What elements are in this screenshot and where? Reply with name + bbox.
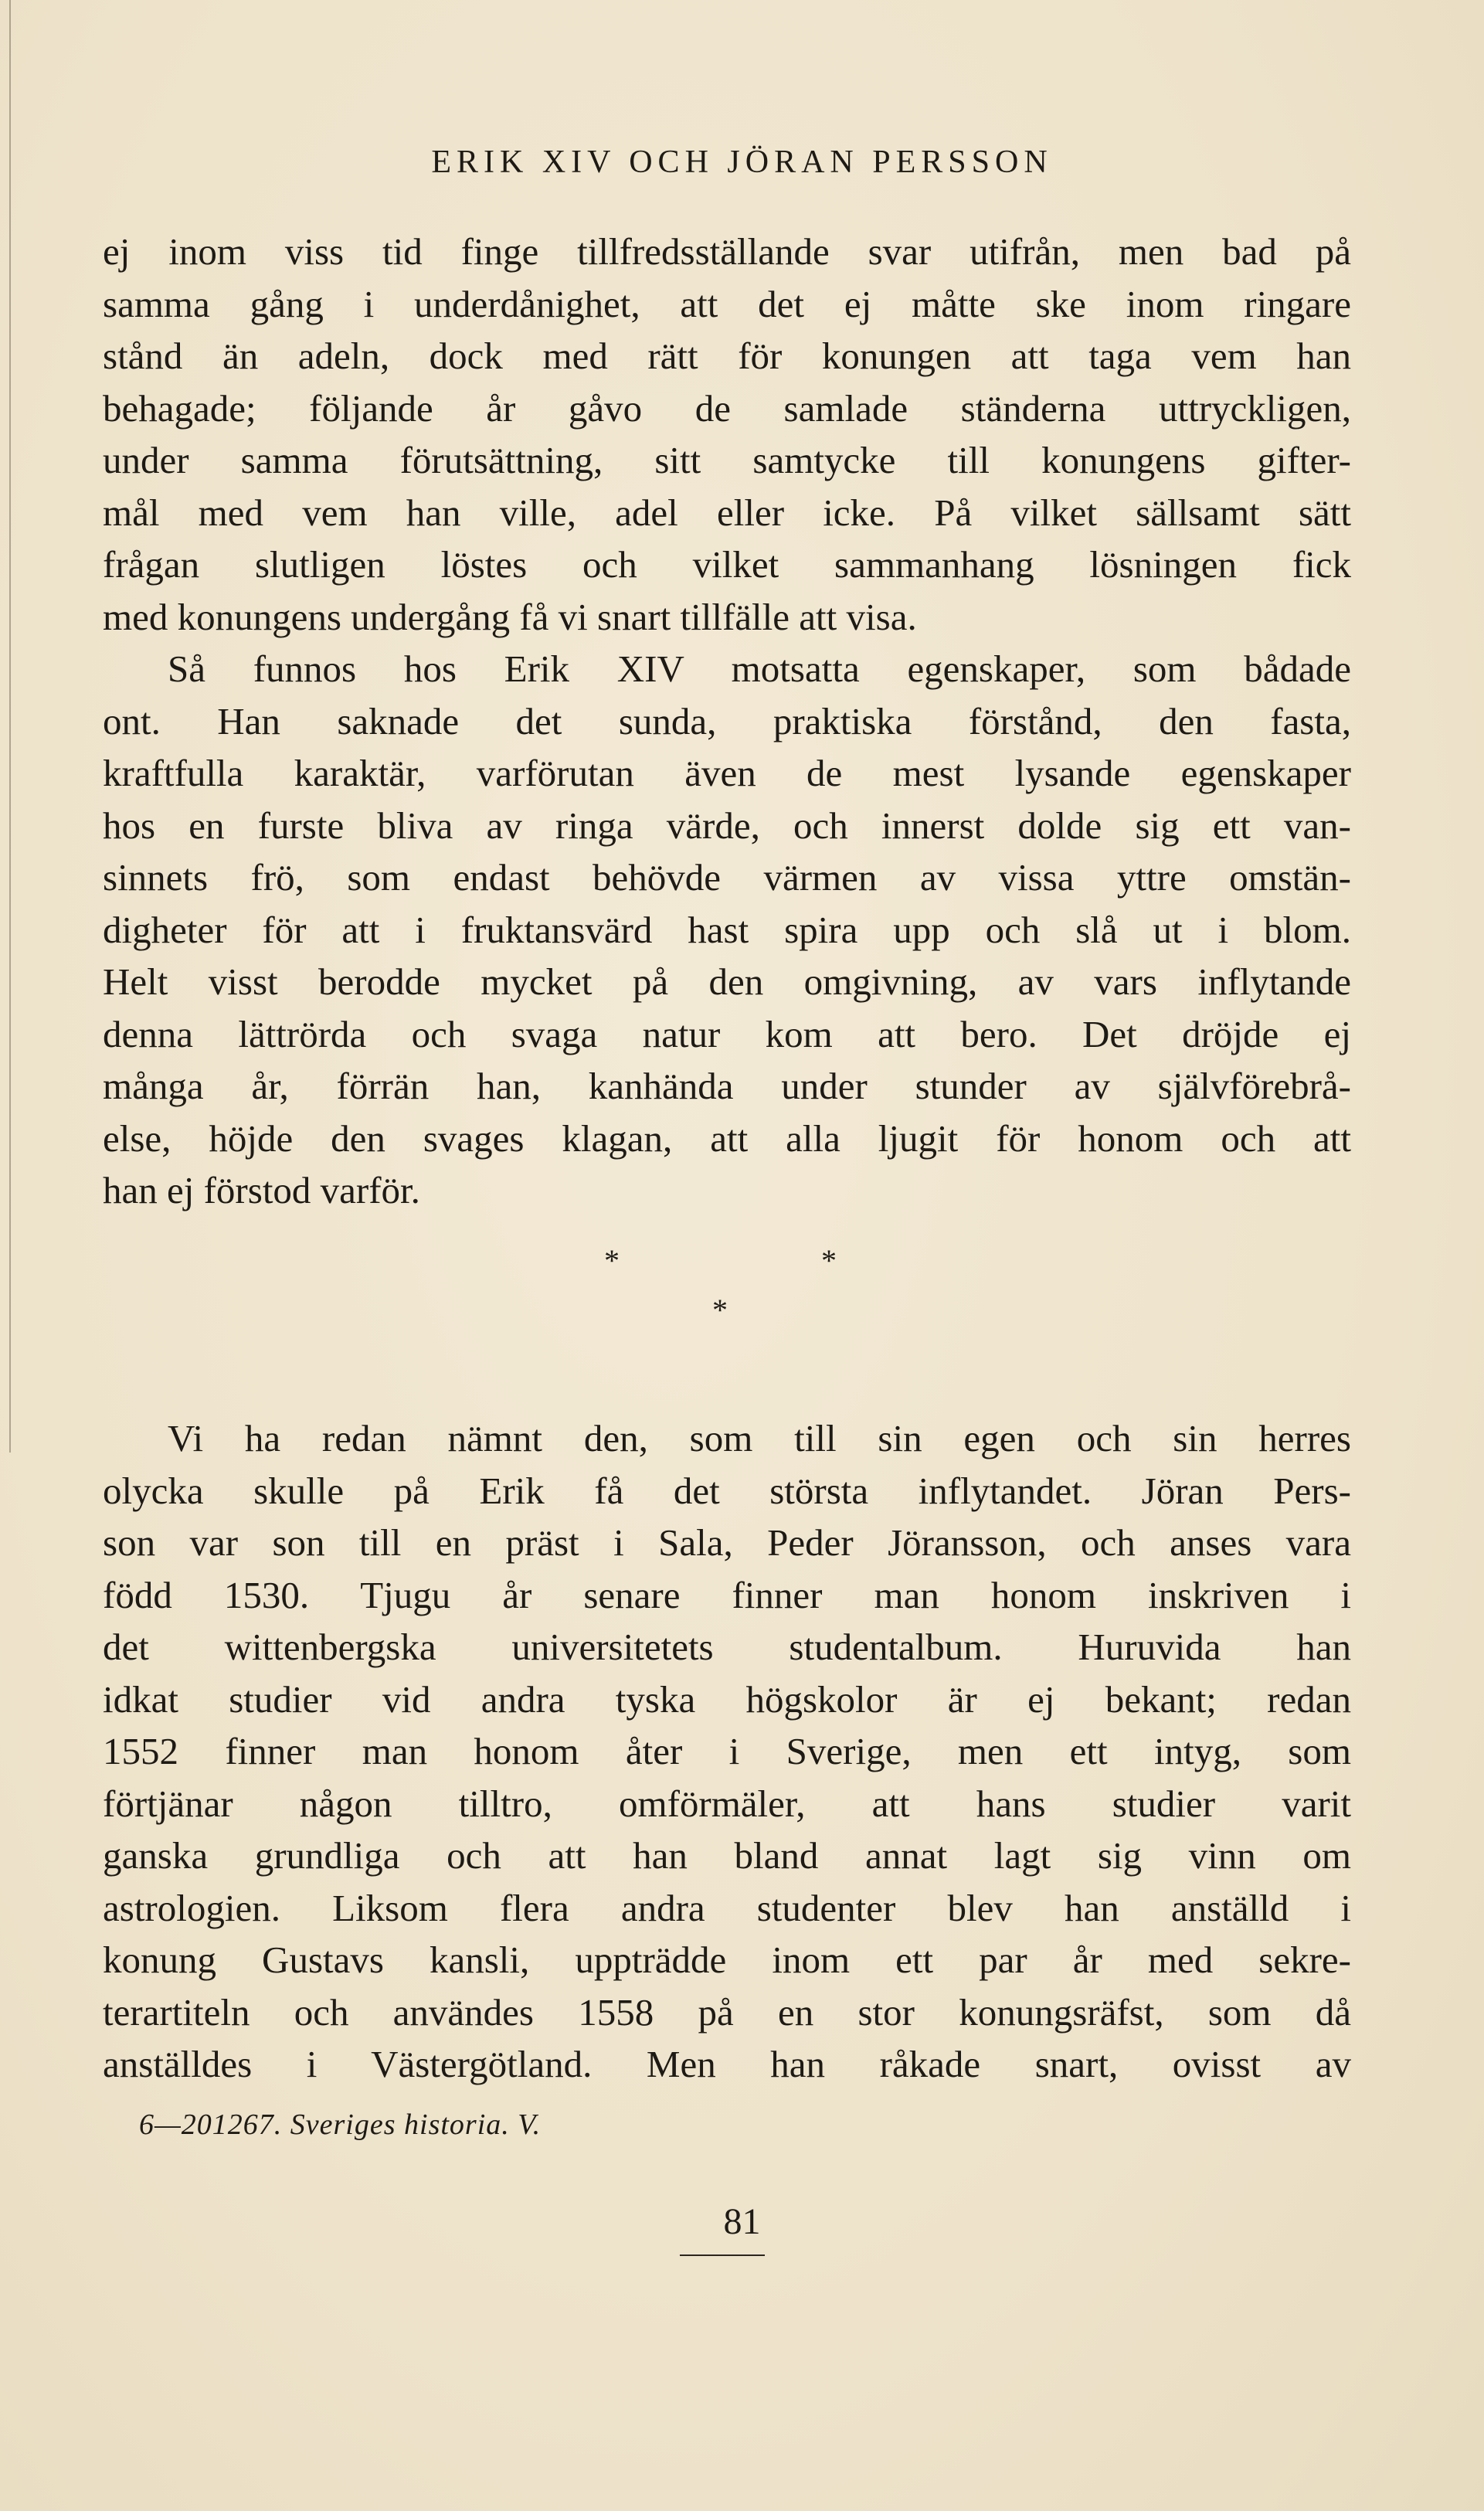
text-line: idkat studier vid andra tyska högskolor är ej bekant; redan bbox=[103, 1677, 1351, 1721]
paragraph-2 bbox=[103, 643, 1351, 1217]
page-number: 81 bbox=[723, 2201, 761, 2242]
text-line: sinnets frö, som endast behövde värmen av vissa yttre omstän- bbox=[103, 856, 1351, 899]
page-number-rule bbox=[680, 2254, 765, 2256]
text-line: anställdes i Västergötland. Men han råkade snart, ovisst av bbox=[103, 2043, 1351, 2085]
text-line: denna lättrörda och svaga natur kom att bero. Det dröjde ej bbox=[103, 1012, 1351, 1055]
separator-star: * bbox=[821, 1243, 837, 1278]
text-block-lower bbox=[103, 1412, 1351, 2091]
text-line: med konungens undergång få vi snart tillfälle att visa. bbox=[103, 595, 917, 638]
text-line: Helt visst berodde mycket på den omgivning, av vars inflytande bbox=[103, 960, 1351, 1003]
text-line: det wittenbergska universitetets studentalbum. Huruvida han bbox=[103, 1626, 1351, 1668]
text-line: else, höjde den svages klagan, att alla ljugit för honom och att bbox=[103, 1116, 1351, 1160]
text-line: 1552 finner man honom åter i Sverige, men ett intyg, som bbox=[103, 1730, 1351, 1772]
text-line: ont. Han saknade det sunda, praktiska förstånd, den fasta, bbox=[103, 699, 1351, 742]
text-line: Så funnos hos Erik XIV motsatta egenskaper, som bådade bbox=[168, 647, 1351, 690]
text-line: född 1530. Tjugu år senare finner man honom inskriven i bbox=[103, 1573, 1351, 1616]
text-line: behagade; följande år gåvo de samlade ständerna uttryckligen, bbox=[103, 386, 1351, 430]
text-line: samma gång i underdånighet, att det ej måtte ske inom ringare bbox=[103, 282, 1351, 325]
text-line: son var son till en präst i Sala, Peder Jöransson, och anses vara bbox=[103, 1521, 1351, 1564]
text-line: stånd än adeln, dock med rätt för konungen att taga vem han bbox=[103, 335, 1351, 377]
text-block-upper bbox=[103, 226, 1351, 1217]
text-line: mål med vem han ville, adel eller icke. På vilket sällsamt sätt bbox=[103, 491, 1351, 534]
text-line: under samma förutsättning, sitt samtycke till konungens gifter- bbox=[103, 439, 1351, 481]
text-line: olycka skulle på Erik få det största inflytandet. Jöran Pers- bbox=[103, 1469, 1351, 1512]
signature-note: 6—201267. Sveriges historia. V. bbox=[139, 2108, 542, 2141]
paragraph-1 bbox=[103, 226, 1351, 643]
text-line: förtjänar någon tilltro, omförmäler, att hans studier varit bbox=[103, 1782, 1351, 1825]
text-line: digheter för att i fruktansvärd hast spira upp och slå ut i blom. bbox=[103, 908, 1351, 951]
text-line: konung Gustavs kansli, uppträdde inom ett par år med sekre- bbox=[103, 1938, 1351, 1981]
separator-star: * bbox=[604, 1243, 620, 1278]
running-title: ERIK XIV OCH JÖRAN PERSSON bbox=[431, 144, 1053, 180]
text-line: ej inom viss tid finge tillfredsställande svar utifrån, men bad på bbox=[103, 230, 1351, 273]
separator-star: * bbox=[712, 1293, 728, 1327]
text-line: astrologien. Liksom flera andra studenter blev han anställd i bbox=[103, 1886, 1351, 1929]
text-line: många år, förrän han, kanhända under stunder av självförebrå- bbox=[103, 1065, 1351, 1107]
text-line: ganska grundliga och att han bland annat lagt sig vinn om bbox=[103, 1834, 1351, 1877]
text-line: Vi ha redan nämnt den, som till sin egen och sin herres bbox=[168, 1417, 1351, 1459]
text-line: frågan slutligen löstes och vilket sammanhang lösningen fick bbox=[103, 543, 1351, 586]
text-line: terartiteln och användes 1558 på en stor konungsräfst, som då bbox=[103, 1990, 1351, 2034]
paragraph-3 bbox=[103, 1412, 1351, 2091]
text-line: hos en furste bliva av ringa värde, och innerst dolde sig ett van- bbox=[103, 804, 1351, 847]
text-line: kraftfulla karaktär, varförutan även de mest lysande egenskaper bbox=[103, 752, 1351, 794]
page-edge-line bbox=[9, 0, 11, 1453]
text-line: han ej förstod varför. bbox=[103, 1169, 420, 1211]
